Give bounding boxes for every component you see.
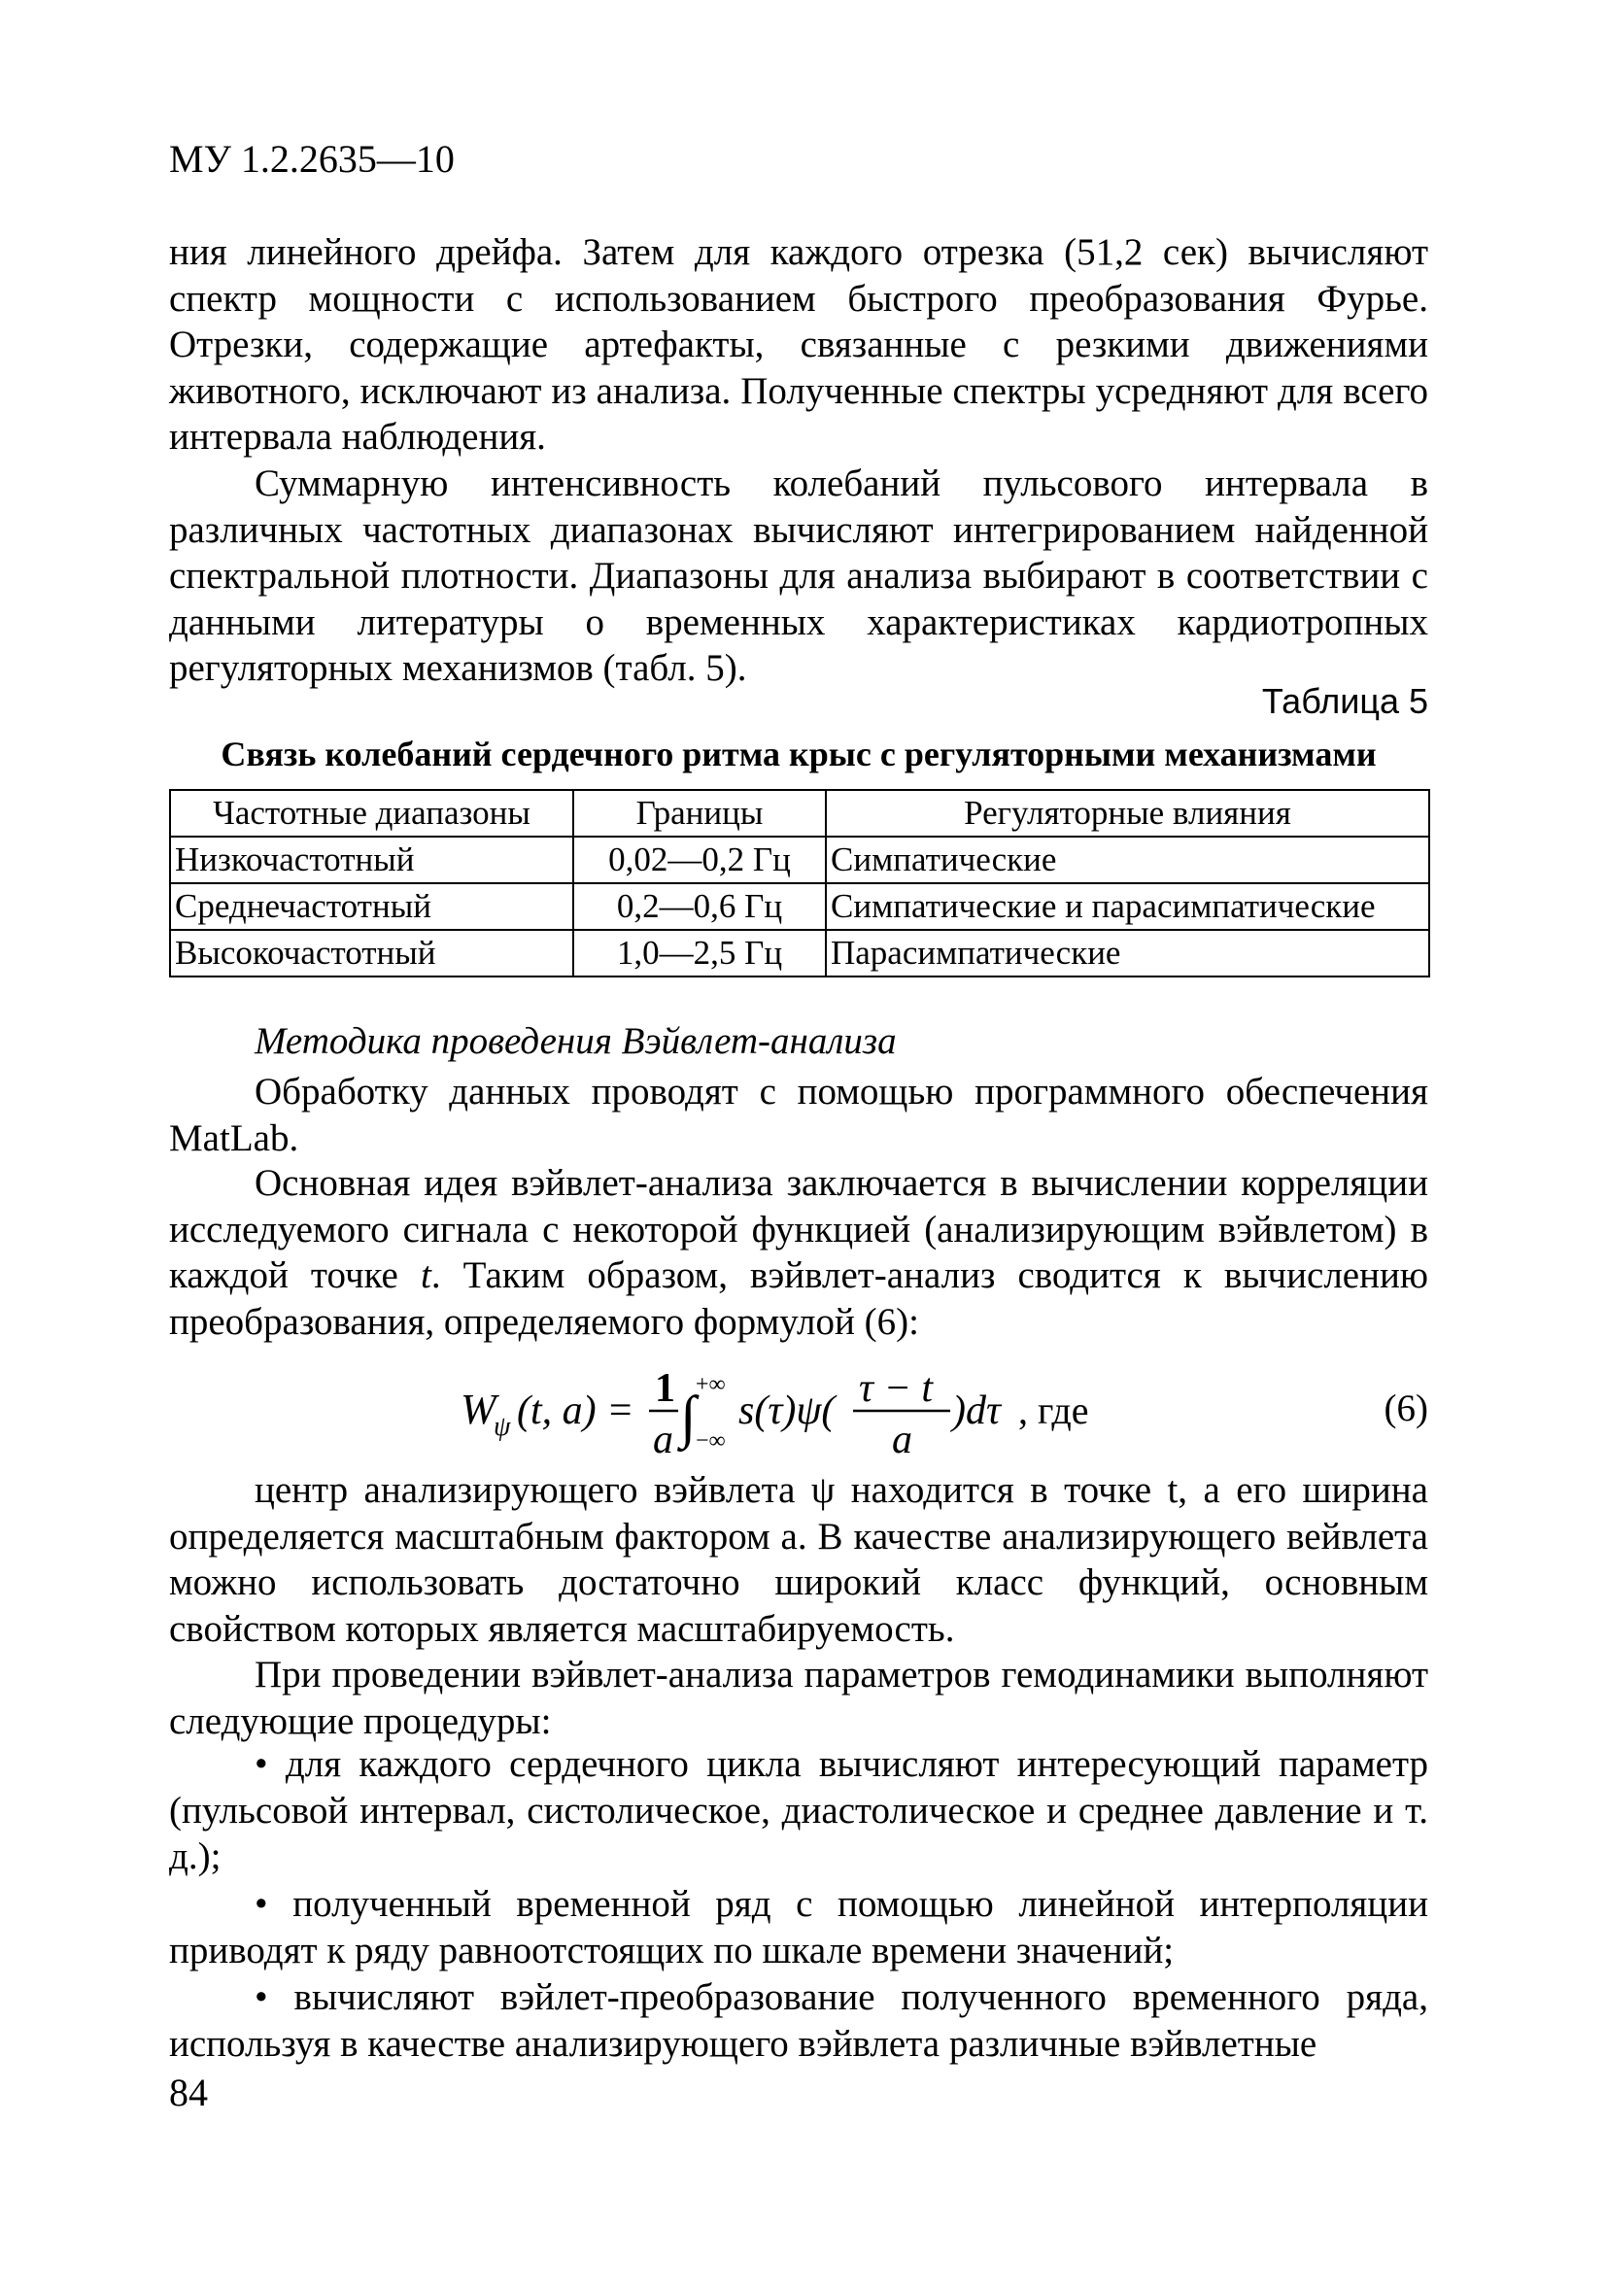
formula-integrand: s(τ)ψ( (738, 1388, 836, 1433)
formula-denominator-a2: a (892, 1418, 912, 1462)
table-header-cell: Регуляторные влияния (826, 790, 1429, 837)
integral-sign-icon: ∫ (680, 1385, 697, 1449)
paragraph-summary-intensity: Суммарную интенсивность колебаний пульсового интервала в различных частотных диапазонах вычисляют интегрированием найденной спектральной плотности. Диапазоны для анализа выбирают в соответствии с данными литературы о временных характеристиках кардиотропных регуляторных механизмов (табл. 5). (169, 463, 1428, 690)
integral-upper-limit: +∞ (696, 1372, 726, 1397)
table-cell: Симпатические (826, 837, 1429, 883)
formula-numerator-one: 1 (655, 1366, 675, 1411)
formula-args: (t, a) = (517, 1388, 634, 1433)
table-caption: Таблица 5 (1261, 681, 1428, 721)
formula-6 (169, 1353, 1428, 1469)
formula-tail: )dτ (952, 1388, 1002, 1433)
table-title: Связь колебаний сердечного ритма крыс с регуляторными механизмами (221, 735, 1377, 773)
page-number: 84 (169, 2071, 208, 2114)
frequency-ranges-table (169, 789, 1430, 977)
table-header-cell: Границы (573, 790, 826, 837)
integral-lower-limit: −∞ (696, 1428, 726, 1454)
table-cell: Парасимпатические (826, 930, 1429, 977)
document-header: МУ 1.2.2635—10 (169, 137, 455, 181)
wavelet-idea-text: Основная идея вэйвлет-анализа заключается в вычислении корреляции исследуемого сигнала с некоторой функцией (анализирующим вэйвлетом) в каждой точке (169, 1162, 1428, 1297)
table-cell: 0,2—0,6 Гц (573, 883, 826, 930)
paragraph-linear-drift: ния линейного дрейфа. Затем для каждого отрезка (51,2 сек) вычисляют спектр мощности с использованием быстрого преобразования Фурье. Отрезки, содержащие артефакты, связанные с резкими движениями животного, исключают из анализа. Полученные спектры усредняют для всего интервала наблюдения. (169, 231, 1428, 459)
bullet-item: • полученный временной ряд с помощью линейной интерполяции приводят к ряду равноотстоящих по шкале времени значений; (169, 1883, 1428, 1971)
equation-number: (6) (1384, 1388, 1428, 1429)
variable-t: t (420, 1254, 431, 1297)
section-heading-wavelet-method: Методика проведения Вэйвлет-анализа (255, 1020, 897, 1062)
formula-psi-subscript: ψ (494, 1412, 511, 1442)
table-header-cell: Частотные диапазоны (170, 790, 573, 837)
formula-denominator-a: a (653, 1418, 673, 1462)
bullet-item: • вычисляют вэйлет-преобразование полученного временного ряда, используя в качестве анализирующего вэйвлета различные вэйвлетные (169, 1976, 1428, 2065)
formula-graphic (169, 1353, 1428, 1469)
table-row (170, 883, 1429, 930)
bullet-item: • для каждого сердечного цикла вычисляют интересующий параметр (пульсовой интервал, систолическое, диастолическое и среднее давление и т. д.); (169, 1743, 1428, 1878)
table-cell: Низкочастотный (170, 837, 573, 883)
table-header-row (170, 790, 1429, 837)
table-cell: Симпатические и парасимпатические (826, 883, 1429, 930)
formula-where: , где (1018, 1388, 1089, 1432)
table-cell: 0,02—0,2 Гц (573, 837, 826, 883)
table-cell: 1,0—2,5 Гц (573, 930, 826, 977)
paragraph-matlab: Обработку данных проводят с помощью программного обеспечения MatLab. (169, 1071, 1428, 1159)
table-row (170, 930, 1429, 977)
paragraph-wavelet-center: центр анализирующего вэйвлета ψ находится в точке t, а его ширина определяется масштабным фактором a. В качестве анализирующего вейвлета можно использовать достаточно широкий класс функций, основным свойством которых является масштабируемость. (169, 1469, 1428, 1650)
table-row (170, 837, 1429, 883)
table-cell: Среднечастотный (170, 883, 573, 930)
table-cell: Высокочастотный (170, 930, 573, 977)
paragraph-procedures-intro: При проведении вэйвлет-анализа параметров гемодинамики выполняют следующие процедуры: (169, 1654, 1428, 1742)
formula-w: W (461, 1386, 496, 1433)
wavelet-idea-text-end: . Таким образом, вэйвлет-анализ сводится к вычислению преобразования, определяемого формулой (6): (169, 1254, 1428, 1343)
formula-numerator-tau-t: τ − t (859, 1366, 934, 1411)
paragraph-wavelet-idea (169, 1160, 1428, 1345)
